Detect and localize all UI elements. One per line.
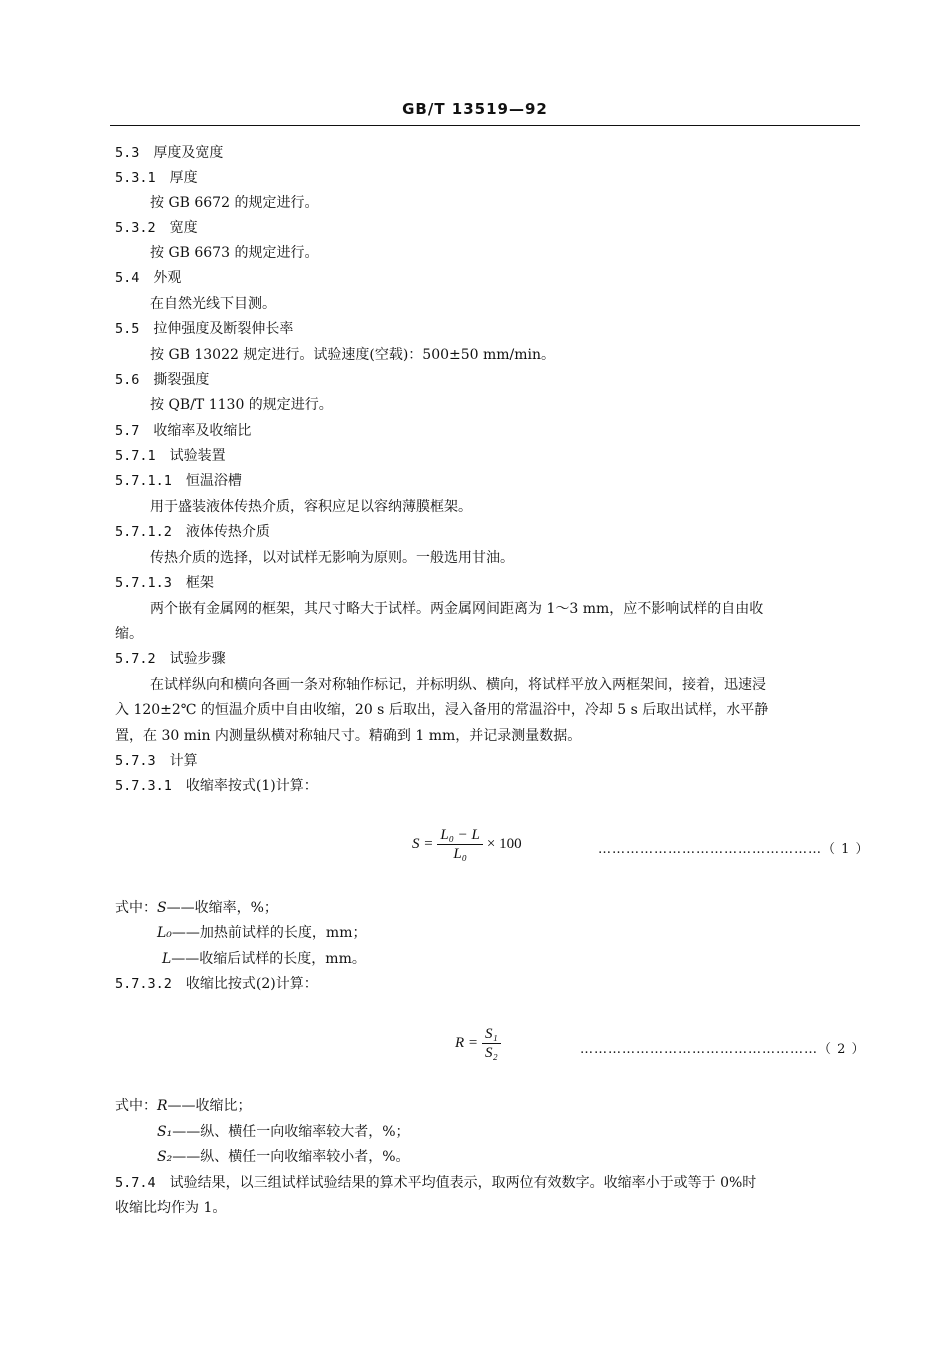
where-2-row: 式中：R——收缩比； <box>115 1098 252 1114</box>
section-5-7-1: 5.7.1 试验装置 <box>115 448 226 464</box>
paragraph: 按 GB 6673 的规定进行。 <box>150 245 319 261</box>
section-5-3-1: 5.3.1 厚度 <box>115 170 198 186</box>
section-5-7-1-1: 5.7.1.1 恒温浴槽 <box>115 473 242 489</box>
section-5-7-4: 5.7.4 试验结果，以三组试样试验结果的算术平均值表示，取两位有效数字。收缩率小于或等于 0%时 <box>115 1175 757 1191</box>
section-5-7-1-3: 5.7.1.3 框架 <box>115 575 214 591</box>
section-5-7-2: 5.7.2 试验步骤 <box>115 651 226 667</box>
paragraph: 在试样纵向和横向各画一条对称轴作标记，并标明纵、横向，将试样平放入两框架间，接着，迅速浸 <box>150 677 766 693</box>
where-1-row: L₀——加热前试样的长度，mm； <box>157 925 367 941</box>
paragraph-cont: 置，在 30 min 内测量纵横对称轴尺寸。精确到 1 mm，并记录测量数据。 <box>115 728 582 744</box>
section-5-7-3-2: 5.7.3.2 收缩比按式(2)计算： <box>115 976 318 992</box>
where-1-row: L——收缩后试样的长度，mm。 <box>162 951 366 967</box>
paragraph: 按 GB 13022 规定进行。试验速度(空载)：500±50 mm/min。 <box>150 347 556 363</box>
paragraph-cont: 入 120±2℃ 的恒温介质中自由收缩，20 s 后取出，浸入备用的常温浴中，冷却 5 s 后取出试样，水平静 <box>115 702 769 718</box>
section-5-7: 5.7 收缩率及收缩比 <box>115 423 252 439</box>
paragraph-cont: 缩。 <box>115 626 143 642</box>
section-5-7-1-2: 5.7.1.2 液体传热介质 <box>115 524 270 540</box>
section-5-7-3: 5.7.3 计算 <box>115 753 198 769</box>
paragraph: 传热介质的选择，以对试样无影响为原则。一般选用甘油。 <box>150 550 514 566</box>
section-5-4: 5.4 外观 <box>115 270 182 286</box>
header-rule <box>110 125 860 126</box>
paragraph: 在自然光线下目测。 <box>150 296 276 312</box>
paragraph: 按 QB/T 1130 的规定进行。 <box>150 397 333 413</box>
formula-2-label: ……………………………………………（ 2 ） <box>580 1042 866 1057</box>
section-5-5: 5.5 拉伸强度及断裂伸长率 <box>115 321 294 337</box>
formula-1: S = $\frac{\text{L₀ − L}}{\text{L₀}}$ × 100 <box>412 827 522 862</box>
section-5-6: 5.6 撕裂强度 <box>115 372 210 388</box>
formula-1-label: …………………………………………（ 1 ） <box>598 842 870 857</box>
paragraph: 两个嵌有金属网的框架，其尺寸略大于试样。两金属网间距离为 1～3 mm，应不影响试样的自由收 <box>150 601 764 617</box>
section-5-3-2: 5.3.2 宽度 <box>115 220 198 236</box>
section-5-7-3-1: 5.7.3.1 收缩率按式(1)计算： <box>115 778 318 794</box>
section-5-3: 5.3 厚度及宽度 <box>115 145 224 161</box>
paragraph: 用于盛装液体传热介质，容积应足以容纳薄膜框架。 <box>150 499 472 515</box>
where-2-row: S₁——纵、横任一向收缩率较大者，%； <box>157 1124 410 1140</box>
paragraph-cont: 收缩比均作为 1。 <box>115 1200 227 1216</box>
where-2-row: S₂——纵、横任一向收缩率较小者，%。 <box>157 1149 410 1165</box>
where-1-row: 式中：S——收缩率，%； <box>115 900 278 916</box>
page-header: GB/T 13519—92 <box>402 100 548 118</box>
paragraph: 按 GB 6672 的规定进行。 <box>150 195 319 211</box>
formula-2: R = $\frac{\text{S₁}}{\text{S₂}}$ <box>455 1025 505 1062</box>
